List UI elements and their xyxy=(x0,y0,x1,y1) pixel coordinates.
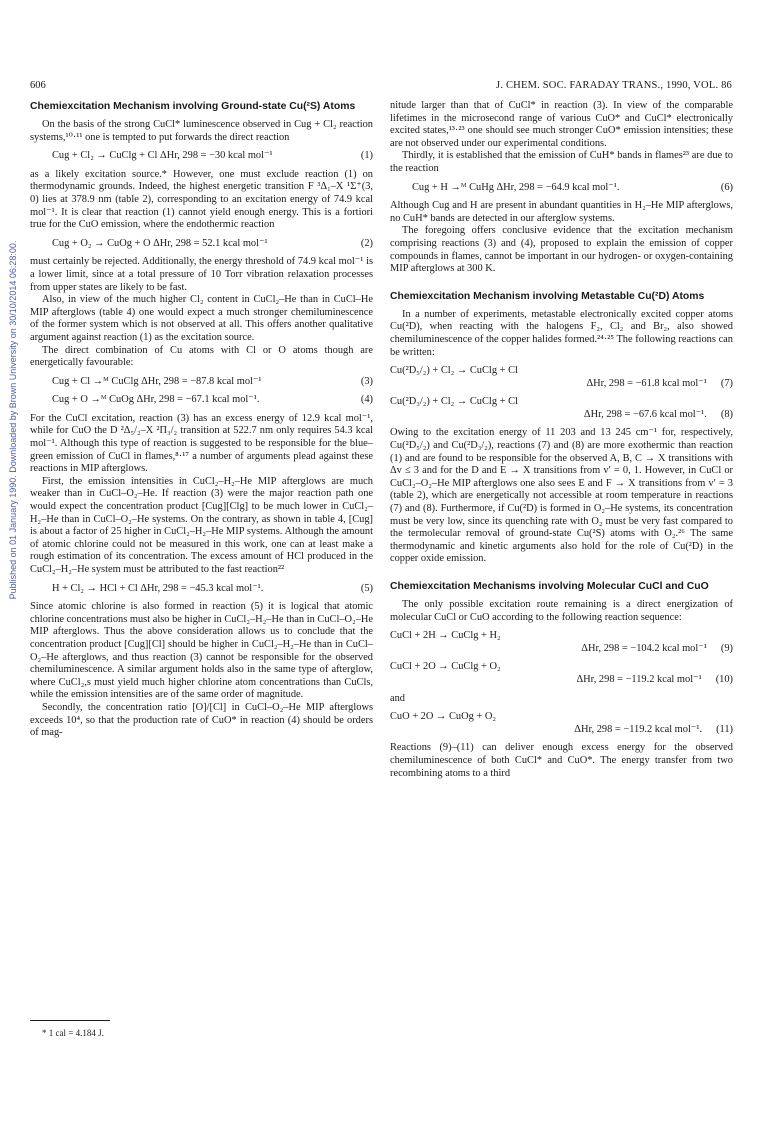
equation-number: (7) xyxy=(720,377,733,389)
section-heading-molecular: Chemiexcitation Mechanisms involving Molecular CuCl and CuO xyxy=(390,581,709,592)
paragraph: Since atomic chlorine is also formed in reaction (5) it is logical that atomic chlorine concentrations must also be higher in CuCl₂–H₂–He than in CuCl–O₂–He MIP afterglows. Thus the above consideration allows us to conclude that the concentration product [Cug][Cl] should be higher in CuCl₂–H₂–He than in CuCl–O₂–He afterglows, and thus reaction (3) cannot be responsible for the observed chemiluminescence. A similar argument holds also in the same type of afterglow, where CuCl₂,s must yield much higher chlorine atom concentrations than CuCls, while the emission intensities are of the same order of magnitude. xyxy=(30,601,373,701)
equation-body: Cug + Cl₂ → CuClg + Cl ΔHr, 298 = −30 kcal mol⁻¹ xyxy=(52,150,273,162)
equation-enthalpy: ΔHr, 298 = −119.2 kcal mol⁻¹. xyxy=(574,723,703,735)
equation-enthalpy: ΔHr, 298 = −61.8 kcal mol⁻¹ xyxy=(586,377,707,389)
right-column xyxy=(390,100,733,780)
equation-8 xyxy=(390,396,733,421)
paragraph: Reactions (9)–(11) can deliver enough excess energy for the observed chemiluminescence of both CuCl* and CuO*. The energy transfer from two recombining atoms to a third xyxy=(390,742,733,779)
page-number: 606 xyxy=(30,80,46,91)
equation-1 xyxy=(30,150,373,163)
equation-body: Cug + Cl →ᴹ CuClg ΔHr, 298 = −87.8 kcal mol⁻¹ xyxy=(52,375,262,387)
equation-number: (5) xyxy=(360,582,373,594)
equation-number: (1) xyxy=(360,150,373,162)
equation-9 xyxy=(390,630,733,655)
equation-7 xyxy=(390,365,733,390)
equation-11 xyxy=(390,711,733,736)
paragraph: The only possible excitation route remaining is a direct energization of molecular CuCl or CuO according to the following reaction sequence: xyxy=(390,599,733,623)
equation-number: (4) xyxy=(360,394,373,406)
paragraph: First, the emission intensities in CuCl₂–H₂–He MIP afterglows are much weaker than in CuCl–O₂–He. If reaction (3) were the major reaction path one would expect the concentration product [Cug][Clg] to be much lower in CuCl₂–H₂–He than in CuCl–O₂–He systems. On the contrary, as shown in table 4, [Cug] is about a factor of 25 higher in CuCl₂–H₂–He MIP systems. Although the amount of atomic chlorine could not be measured in this work, one can at least make a rough estimation of its concentration. The excess amount of HCl produced in the CuCl₂–H₂–He system must be attributed to the fast reaction²² xyxy=(30,475,373,575)
equation-number: (3) xyxy=(360,375,373,387)
equation-number: (11) xyxy=(716,723,733,735)
paragraph: Although Cug and H are present in abundant quantities in H₂–He MIP afterglows, no CuH* bands are detected in our afterglow systems. xyxy=(390,200,733,224)
footnote: * 1 cal = 4.184 J. xyxy=(42,1028,104,1038)
equation-body: H + Cl₂ → HCl + Cl ΔHr, 298 = −45.3 kcal mol⁻¹. xyxy=(52,582,264,594)
equation-number: (10) xyxy=(715,673,733,685)
download-watermark xyxy=(6,110,20,730)
equation-number: (2) xyxy=(360,237,373,249)
section-heading-ground-state: Chemiexcitation Mechanism involving Ground-state Cu(²S) Atoms xyxy=(30,101,356,112)
paragraph: Also, in view of the much higher Cl₂ content in CuCl₂–He than in CuCl–He MIP afterglows (table 4) one would expect a much stronger chemiluminescence of the former system which is not observed at all. This offers another qualitative argument against reaction (1) as the excitation source. xyxy=(30,294,373,343)
equation-2 xyxy=(30,238,373,251)
equation-10 xyxy=(390,661,733,686)
paragraph: Owing to the excitation energy of 11 203 and 13 245 cm⁻¹ for, respectively, Cu(²D₅/₂) and Cu(²D₃/₂), reactions (7) and (8) are more exothermic than reaction (1) and are found to be responsible for the observed A, B, C → X transitions with Δv ≤ 3 and for the D and E → X transitions from v′ = 0, 1. However, in CuCl or CuCl₂–O₂–He MIP afterglows one also sees E and F → X transitions from v′ = 3 (table 2), which are energetically not accessible at room temperature in reactions (7) and (8). Furthermore, if Cu(²D) is formed in O₂–He systems, its concentration must be very low, since its quenching rate with O₂ must be very fast compared to the termolecular removal of ground-state Cu(²S) atoms with O₂.²⁶ The same thermodynamic and kinetic arguments also hold for the role of Cu(²D) in the copper oxide emission. xyxy=(390,427,733,565)
equation-reaction: CuCl + 2H → CuClg + H₂ xyxy=(390,630,501,642)
equation-reaction: Cu(²D₃/₂) + Cl₂ → CuClg + Cl xyxy=(390,396,518,408)
equation-6 xyxy=(390,182,733,195)
equation-reaction: CuCl + 2O → CuClg + O₂ xyxy=(390,661,501,673)
equation-number: (8) xyxy=(720,408,733,420)
journal-header: J. CHEM. SOC. FARADAY TRANS., 1990, VOL. 86 xyxy=(496,80,732,91)
equation-body: Cug + O →ᴹ CuOg ΔHr, 298 = −67.1 kcal mol⁻¹. xyxy=(52,394,260,406)
equation-reaction: CuO + 2O → CuOg + O₂ xyxy=(390,711,496,723)
paragraph: as a likely excitation source.* However, one must exclude reaction (1) on thermodynamic grounds. Indeed, the highest energetic transition F ³Δ₁–X ¹Σ⁺(3, 0) lies at 378.9 nm (table 2), corresponding to an excitation energy of 74.9 kcal mol⁻¹. It is clear that reaction (1) cannot yield enough energy. This is a fortiori true for the CuO emission, where the endothermic reaction xyxy=(30,168,373,231)
equation-number: (6) xyxy=(720,181,733,193)
left-column xyxy=(30,100,373,740)
paragraph: Secondly, the concentration ratio [O]/[Cl] in CuCl–O₂–He MIP afterglows exceeds 10⁴, so that the production rate of CuO* in reaction (4) should be orders of mag- xyxy=(30,701,373,739)
paragraph: For the CuCl excitation, reaction (3) has an excess energy of 12.9 kcal mol⁻¹, while for CuO the D ²Δ₅/₂–X ²Π₃/₂ transition at 522.7 nm only requires 54.3 kcal mol⁻¹. Although this type of reaction is suggested to be responsible for the blue–green emission of CuCl in flames,⁸·¹⁷ a number of arguments plead against these reactions in MIP afterglows. xyxy=(30,412,373,475)
equation-number: (9) xyxy=(720,642,733,654)
paragraph: must certainly be rejected. Additionally, the energy threshold of 74.9 kcal mol⁻¹ is a lower limit, since at a total pressure of 10 Torr vibration relaxation processes from upper states are likely to be fast. xyxy=(30,256,373,293)
footnote-divider xyxy=(30,1020,110,1021)
equation-enthalpy: ΔHr, 298 = −67.6 kcal mol⁻¹. xyxy=(583,408,707,420)
paragraph: On the basis of the strong CuCl* luminescence observed in Cug + Cl₂ reaction systems,¹⁰·¹¹ one is tempted to put forwards the direct reaction xyxy=(30,119,373,143)
paragraph: The foregoing offers conclusive evidence that the excitation mechanism comprising reactions (3) and (4), proposed to explain the emission of copper compounds in flames, cannot be important in our hydrogen- or oxygen-containing MIP afterglows at 300 K. xyxy=(390,225,733,275)
paragraph: The direct combination of Cu atoms with Cl or O atoms though are energetically favourable: xyxy=(30,344,373,369)
paragraph: nitude larger than that of CuCl* in reaction (3). In view of the comparable lifetimes in the microsecond range of various CuO* and CuCl* electronically excited states,¹³·²³ one should see much stronger CuO* emission intensities; these are not observed under our experimental conditions. xyxy=(390,100,733,149)
equation-5 xyxy=(30,583,373,596)
equation-body: Cug + O₂ → CuOg + O ΔHr, 298 = 52.1 kcal mol⁻¹ xyxy=(52,237,268,249)
equation-reaction: Cu(²D₅/₂) + Cl₂ → CuClg + Cl xyxy=(390,365,518,377)
conjunction-text: and xyxy=(390,692,406,704)
paragraph: Thirdly, it is established that the emission of CuH* bands in flames²³ are due to the reaction xyxy=(390,150,733,174)
section-heading-metastable: Chemiexcitation Mechanism involving Metastable Cu(²D) Atoms xyxy=(390,290,705,302)
equation-enthalpy: ΔHr, 298 = −119.2 kcal mol⁻¹ xyxy=(576,673,702,685)
paragraph: In a number of experiments, metastable electronically excited copper atoms Cu(²D), when reacting with the halogens F₂, Cl₂ and Br₂, also showed chemiluminescence of the copper halides formed.²⁴·²⁵ The following reactions can be written: xyxy=(390,308,733,358)
download-watermark-text: Published on 01 January 1990. Downloaded by Brown University on 30/10/2014 06:28:00. xyxy=(8,240,18,600)
equation-3 xyxy=(30,376,373,389)
equation-enthalpy: ΔHr, 298 = −104.2 kcal mol⁻¹ xyxy=(581,642,707,654)
equation-4 xyxy=(30,394,373,407)
equation-body: Cug + H →ᴹ CuHg ΔHr, 298 = −64.9 kcal mol⁻¹. xyxy=(412,181,620,193)
